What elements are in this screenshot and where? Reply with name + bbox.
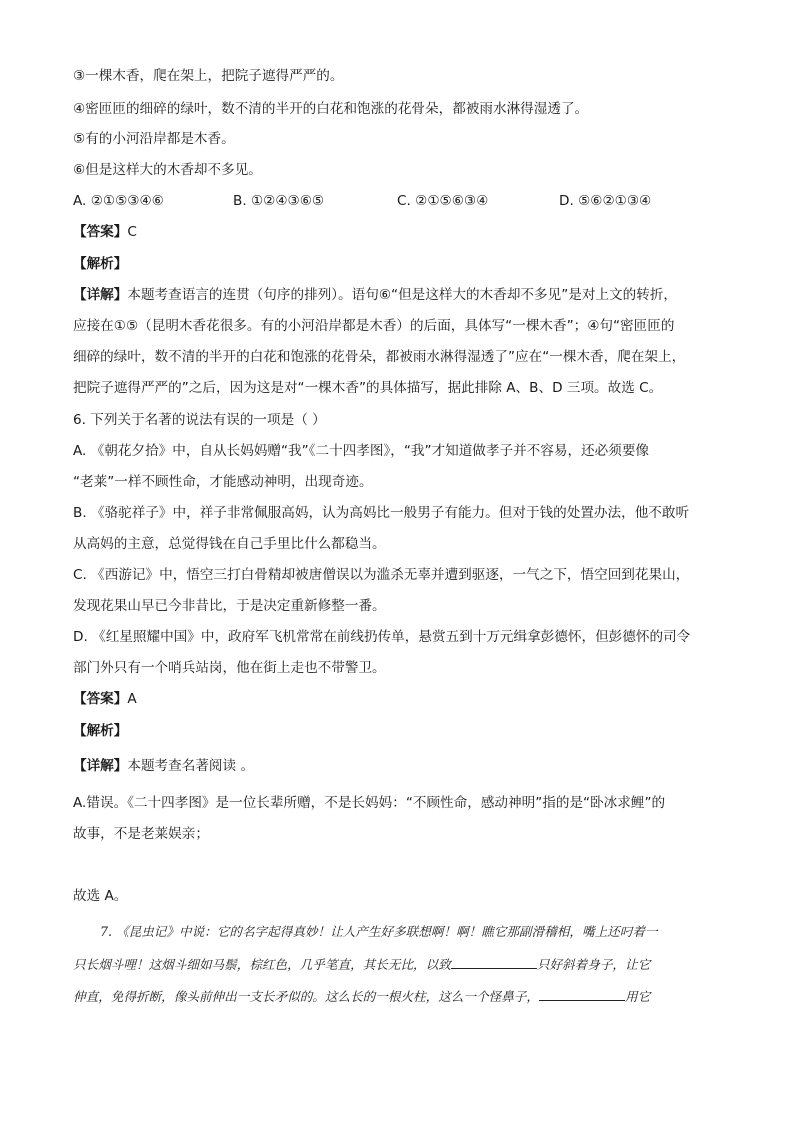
q5-answer — [73, 222, 137, 242]
q6-answer-label: 【答案】 — [73, 691, 128, 707]
q6-option-a-line-2: “老莱”一样不顾性命，才能感动神明，出现奇迹。 — [73, 474, 373, 490]
q5-detail-label: 【详解】 — [73, 287, 128, 303]
q5-detail-text-1: 本题考查语言的连贯（句序的排列）。语句⑥“但是这样大的木香却不多见”是对上文的转折， — [127, 287, 677, 303]
q6-detail-label: 【详解】 — [73, 758, 128, 774]
q6-option-a-line-1: A. 《朝花夕拾》中，自从长妈妈赠“我”《二十四孝图》，“我”才知道做孝子并不容易，还必须要像 — [73, 443, 650, 459]
q6-stem: 6. 下列关于名著的说法有误的一项是（ ） — [73, 412, 326, 428]
q5-option-a: A. ②①⑤③④⑥ — [73, 193, 164, 209]
q6-option-d-line-1: D. 《红星照耀中国》中，政府军飞机常常在前线扔传单，悬赏五到十万元缉拿彭德怀，但彭德怀的司令 — [73, 629, 691, 645]
q6-answer — [73, 689, 137, 709]
q5-option-b: B. ①②④③⑥⑤ — [233, 193, 325, 209]
q6-analysis-tag: 【解析】 — [73, 723, 128, 739]
q6-explain-line-2: 故事，不是老莱娱亲； — [73, 826, 209, 842]
q6-answer-value: A — [127, 691, 137, 707]
q5-detail-line-1 — [73, 285, 677, 305]
q7-line-3 — [73, 987, 650, 1007]
sentence-3: ③一棵木香，爬在架上，把院子遮得严严的。 — [73, 68, 344, 84]
sentence-5: ⑤有的小河沿岸都是木香。 — [73, 131, 235, 147]
q6-option-c-line-1: C. 《西游记》中，悟空三打白骨精却被唐僧误以为滥杀无辜并遭到驱逐，一气之下，悟空回到花果山， — [73, 567, 690, 583]
q5-answer-label: 【答案】 — [73, 224, 128, 240]
q6-detail-line — [73, 756, 254, 776]
q5-analysis-label — [73, 254, 127, 274]
q7-line-2 — [73, 955, 650, 975]
q5-analysis-tag: 【解析】 — [73, 256, 128, 272]
q7-line-3-pre: 伸直，免得折断，像头前伸出一支长矛似的。这么长的一根火柱，这么一个怪鼻子， — [73, 989, 539, 1004]
q5-detail-line-3: 细碎的绿叶，数不清的半开的白花和饱涨的花骨朵，都被雨水淋得湿透了”应在“一棵木香，爬在架上， — [73, 349, 686, 365]
q7-blank-1 — [451, 956, 537, 969]
q5-detail-line-4: 把院子遮得严严的”之后，因为这是对“一棵木香”的具体描写，据此排除 A、B、D 三项。故选 C。 — [73, 380, 663, 396]
q6-option-b-line-2: 从高妈的主意，总觉得钱在自己手里比什么都稳当。 — [73, 536, 386, 552]
q5-answer-value: C — [127, 224, 137, 240]
sentence-4: ④密匝匝的细碎的绿叶，数不清的半开的白花和饱涨的花骨朵，都被雨水淋得湿透了。 — [73, 101, 589, 117]
q6-option-d-line-2: 部门外只有一个哨兵站岗，他在街上走也不带警卫。 — [73, 660, 386, 676]
q7-blank-2 — [539, 988, 625, 1001]
q6-option-c-line-2: 发现花果山早已今非昔比，于是决定重新修整一番。 — [73, 598, 386, 614]
q5-detail-line-2: 应接在①⑤（昆明木香花很多。有的小河沿岸都是木香）的后面，具体写“一棵木香”；④句“密匝匝的 — [73, 318, 675, 334]
q7-line-1: 7. 《昆虫记》中说：它的名字起得真妙！让人产生好多联想啊！啊！瞧它那副滑稽相，嘴上还叼着一 — [100, 924, 658, 939]
q6-option-b-line-1: B. 《骆驼祥子》中，祥子非常佩服高妈，认为高妈比一般男子有能力。但对于钱的处置办法，他不敢听 — [73, 505, 690, 521]
q6-explain-line-1: A.错误。《二十四孝图》是一位长辈所赠，不是长妈妈：“不顾性命，感动神明”指的是“卧冰求鲤”的 — [73, 795, 666, 811]
q6-analysis-label — [73, 721, 127, 741]
sentence-6: ⑥但是这样大的木香却不多见。 — [73, 162, 262, 178]
q5-option-d: D. ⑤⑥②①③④ — [559, 193, 652, 209]
q5-option-c: C. ②①⑤⑥③④ — [397, 193, 489, 209]
q7-line-2-pre: 只长烟斗哩！这烟斗细如马鬃，棕红色，几乎笔直，其长无比，以致 — [73, 957, 451, 972]
q7-line-3-post: 用它 — [624, 989, 651, 1004]
q6-detail-text: 本题考查名著阅读 。 — [127, 758, 255, 774]
q7-line-2-post: 只好斜着身子，让它 — [536, 957, 651, 972]
q6-conclusion: 故选 A。 — [73, 888, 128, 904]
